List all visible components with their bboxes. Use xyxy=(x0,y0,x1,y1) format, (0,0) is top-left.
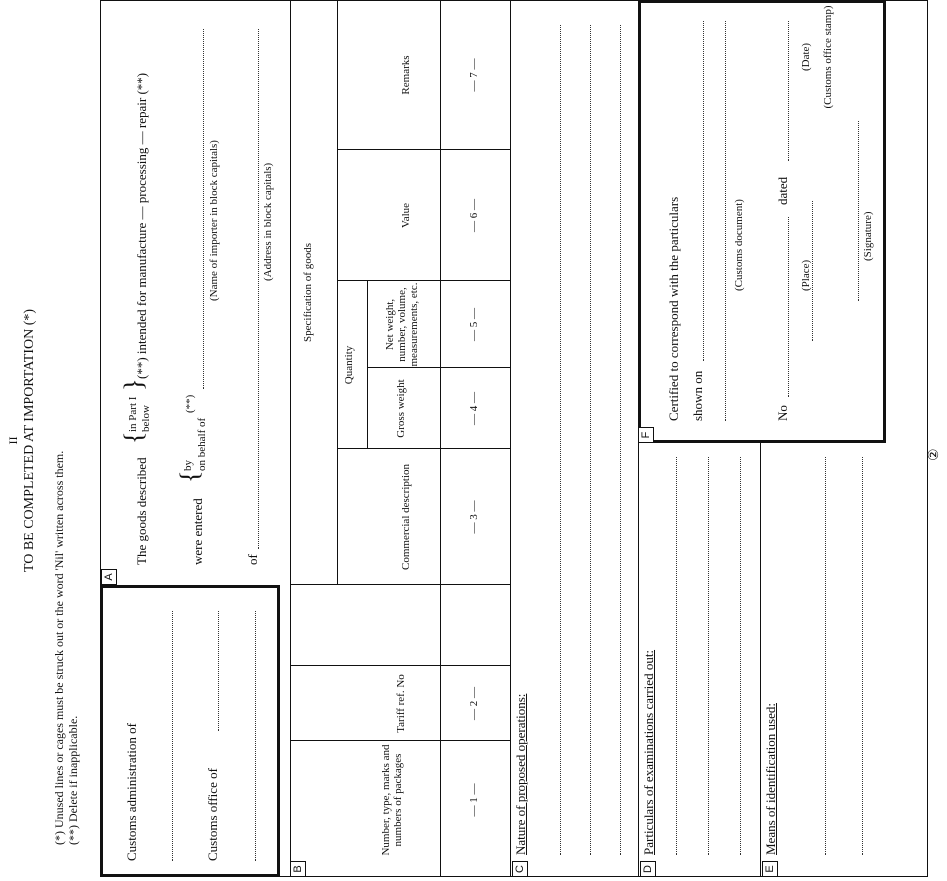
goods-described-text: The goods described xyxy=(134,457,149,565)
part-roman-numeral: II xyxy=(6,436,20,445)
operations-field-1[interactable] xyxy=(560,25,561,855)
section-b-label: B xyxy=(290,861,306,877)
brace-icon: { xyxy=(119,431,148,444)
were-entered-text: were entered xyxy=(190,498,205,565)
date-caption: (Date) xyxy=(800,42,812,71)
by-text: by xyxy=(182,460,194,471)
col-header-gross: Gross weight xyxy=(395,379,407,438)
identification-field-2[interactable] xyxy=(862,457,863,855)
footnote-2: (**) Delete if inapplicable. xyxy=(66,715,80,845)
divider-d-e xyxy=(760,443,761,877)
identification-field-1[interactable] xyxy=(825,457,826,855)
page-number: ② xyxy=(927,448,942,461)
shown-on-text: shown on xyxy=(690,370,705,421)
quantity-header: Quantity xyxy=(343,345,355,385)
col-divider-7 xyxy=(337,149,510,150)
spec-header: Specification of goods xyxy=(302,243,314,342)
col-num-7: — 7 — xyxy=(468,58,480,92)
customs-office-field-2[interactable] xyxy=(255,611,256,861)
spec-divider xyxy=(337,0,338,585)
stamp-caption: (Customs office stamp) xyxy=(822,5,834,109)
col-num-3: — 3 — xyxy=(468,500,480,534)
col-header-remarks: Remarks xyxy=(400,55,412,95)
page-title: TO BE COMPLETED AT IMPORTATION (*) xyxy=(22,308,37,573)
examinations-field-1[interactable] xyxy=(676,457,677,855)
signature-caption: (Signature) xyxy=(862,211,874,261)
section-f-label: F xyxy=(638,427,654,443)
place-caption: (Place) xyxy=(800,259,812,291)
dated-field[interactable] xyxy=(788,21,789,161)
on-behalf-of-text: on behalf of xyxy=(196,417,208,471)
importer-field[interactable] xyxy=(203,29,204,389)
examinations-field-3[interactable] xyxy=(740,457,741,855)
col-num-4: — 4 — xyxy=(468,392,480,425)
of-text: of xyxy=(245,554,260,565)
in-part-text: in Part I xyxy=(127,396,139,432)
section-d-label: D xyxy=(640,861,656,877)
examinations-field-2[interactable] xyxy=(708,457,709,855)
customs-office-field[interactable] xyxy=(218,611,219,731)
section-a-label: A xyxy=(101,569,117,585)
identification-label: Means of identification used: xyxy=(763,703,778,855)
quantity-divider xyxy=(367,281,368,449)
col-header-description: Commercial description xyxy=(400,464,412,570)
operations-field-3[interactable] xyxy=(620,25,621,855)
customs-document-field[interactable] xyxy=(725,21,726,421)
customs-document-caption: (Customs document) xyxy=(733,199,745,291)
brace-close-icon: } xyxy=(119,378,148,391)
intended-for-text: (**) intended for manufacture — processing — repair (**) xyxy=(134,72,149,379)
below-text: below xyxy=(140,405,152,432)
col-header-value: Value xyxy=(400,202,412,229)
operations-label: Nature of proposed operations: xyxy=(513,693,528,855)
operations-field-2[interactable] xyxy=(590,25,591,855)
customs-admin-field[interactable] xyxy=(172,611,173,861)
document-number-field[interactable] xyxy=(788,217,789,397)
signature-field[interactable] xyxy=(858,121,859,301)
customs-office-label: Customs office of xyxy=(205,768,220,861)
divider-a-b xyxy=(290,0,291,877)
header-divider xyxy=(440,0,441,877)
importer-caption: (Name of importer in block capitals) xyxy=(208,140,220,301)
col-num-5: — 5 — xyxy=(468,308,480,341)
section-e-label: E xyxy=(762,861,778,877)
brace-icon-2: { xyxy=(175,470,204,483)
col-divider-4 xyxy=(337,448,510,449)
col-num-6: — 6 — xyxy=(468,199,480,232)
col-divider-6 xyxy=(337,280,510,281)
examinations-label: Particulars of examinations carried out: xyxy=(641,649,656,855)
place-field[interactable] xyxy=(812,201,813,341)
address-caption: (Address in block capitals) xyxy=(262,162,274,281)
dated-text: dated xyxy=(775,176,790,205)
footnote-1: (*) Unused lines or cages must be struck out or the word 'Nil' written across them. xyxy=(52,450,66,845)
col-num-2: — 2 — xyxy=(468,687,480,720)
col-header-packages: Number, type, marks and numbers of packages xyxy=(380,744,404,856)
certified-text: Certified to correspond with the particulars xyxy=(666,196,681,421)
col-num-1: — 1 — xyxy=(468,783,480,817)
customs-admin-label: Customs administration of xyxy=(124,723,139,861)
col-header-tariff: Tariff ref. No xyxy=(395,674,407,733)
shown-on-field[interactable] xyxy=(703,21,704,361)
no-text: No xyxy=(775,405,790,421)
stars-text: (**) xyxy=(184,394,196,413)
address-field[interactable] xyxy=(258,29,259,549)
table-bottom xyxy=(510,0,511,877)
col-header-net: Net weight, number, volume, measurements, etc. xyxy=(384,282,420,367)
section-c-label: C xyxy=(512,861,528,877)
